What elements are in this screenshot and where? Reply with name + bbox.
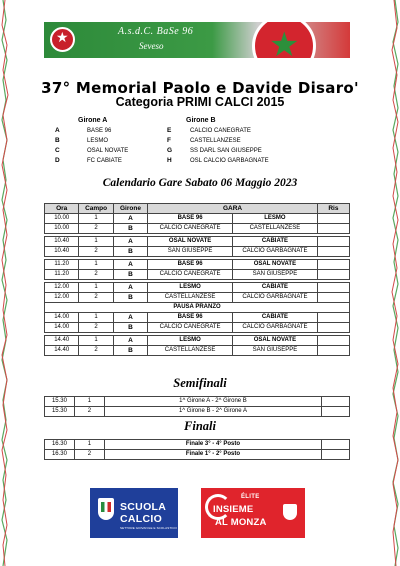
semifinal-row: [45, 397, 350, 407]
match-away-team: CALCIO GARBAGNATE: [233, 247, 318, 257]
group-a-team: C OSAL NOVATE: [55, 147, 129, 154]
semifinal-row: [45, 407, 350, 417]
match-time: 11.20: [45, 270, 79, 280]
match-result: [322, 440, 350, 450]
match-away-team: CABIATE: [233, 313, 318, 323]
match-result: [317, 270, 349, 280]
match-group: B: [113, 346, 147, 356]
match-result: [322, 397, 350, 407]
match-time: 16.30: [45, 440, 75, 450]
match-home-team: SAN GIUSEPPE: [148, 247, 233, 257]
match-field: 1: [79, 283, 113, 293]
scuola-line1: SCUOLA: [120, 501, 167, 513]
match-time: 10.00: [45, 224, 79, 234]
semifinals-table: [44, 396, 350, 417]
match-result: [322, 450, 350, 460]
group-b-team: E CALCIO CANEGRATE: [167, 127, 251, 134]
match-group: B: [113, 323, 147, 333]
match-row: [45, 283, 350, 293]
match-row: [45, 323, 350, 333]
match-away-team: CALCIO GARBAGNATE: [233, 293, 318, 303]
col-header-gara: GARA: [148, 204, 318, 214]
match-time: 10.00: [45, 214, 79, 224]
match-home-team: BASE 96: [148, 260, 233, 270]
match-time: 11.20: [45, 260, 79, 270]
club-name: A.s.d.C. BaSe 96: [118, 26, 194, 37]
match-row: [45, 247, 350, 257]
match-field: 1: [79, 214, 113, 224]
col-header-girone: Girone: [113, 204, 147, 214]
match-away-team: CALCIO GARBAGNATE: [233, 323, 318, 333]
match-field: 2: [79, 293, 113, 303]
scuola-line3: SETTORE GIOVANILE E SCOLASTICO: [120, 526, 177, 530]
match-group: A: [113, 237, 147, 247]
match-field: 1: [74, 440, 104, 450]
club-logo: [50, 27, 75, 52]
match-result: [317, 283, 349, 293]
match-row: [45, 270, 350, 280]
pause-row: [45, 303, 350, 313]
scuola-line2: CALCIO: [120, 513, 163, 525]
monza-shield-icon: [283, 504, 297, 520]
match-home-team: CALCIO CANEGRATE: [148, 270, 233, 280]
match-group: A: [113, 336, 147, 346]
elite-line2: INSIEME: [213, 504, 254, 515]
match-away-team: SAN GIUSEPPE: [233, 270, 318, 280]
semifinals-body: [45, 397, 350, 417]
finals-body: [45, 440, 350, 460]
match-time: 15.30: [45, 407, 75, 417]
match-away-team: CASTELLANZESE: [233, 224, 318, 234]
match-field: 2: [79, 270, 113, 280]
col-header-campo: Campo: [79, 204, 113, 214]
match-row: [45, 293, 350, 303]
scuola-calcio-logo: [90, 488, 178, 538]
match-group: B: [113, 224, 147, 234]
match-home-team: BASE 96: [148, 214, 233, 224]
match-field: 1: [74, 397, 104, 407]
match-home-team: CALCIO CANEGRATE: [148, 224, 233, 234]
group-b-team: G SS DARL SAN GIUSEPPE: [167, 147, 262, 154]
group-a-team: D FC CABIATE: [55, 157, 122, 164]
match-result: [317, 214, 349, 224]
match-field: 2: [74, 407, 104, 417]
final-row: [45, 440, 350, 450]
match-away-team: CABIATE: [233, 283, 318, 293]
match-home-team: LESMO: [148, 283, 233, 293]
match-field: 2: [74, 450, 104, 460]
match-away-team: SAN GIUSEPPE: [233, 346, 318, 356]
match-result: [317, 260, 349, 270]
elite-monza-logo: [201, 488, 305, 538]
club-crest: [252, 22, 316, 58]
schedule-header-row: [45, 204, 350, 214]
match-field: 1: [79, 336, 113, 346]
match-home-team: LESMO: [148, 336, 233, 346]
match-time: 14.00: [45, 323, 79, 333]
group-b-title: Girone B: [186, 117, 216, 124]
col-header-ora: Ora: [45, 204, 79, 214]
match-pairing: Finale 1° - 2° Posto: [104, 450, 321, 460]
match-pairing: 1^ Girone B - 2^ Girone A: [104, 407, 321, 417]
match-field: 1: [79, 313, 113, 323]
club-town: Seveso: [139, 41, 164, 51]
figc-emblem-icon: [98, 498, 114, 520]
group-b-team: F CASTELLANZESE: [167, 137, 241, 144]
match-field: 2: [79, 346, 113, 356]
match-away-team: OSAL NOVATE: [233, 336, 318, 346]
match-home-team: CASTELLANZESE: [148, 293, 233, 303]
group-a-team: B LESMO: [55, 137, 109, 144]
match-time: 15.30: [45, 397, 75, 407]
group-a-title: Girone A: [78, 117, 108, 124]
pause-label: PAUSA PRANZO: [45, 303, 350, 313]
match-time: 14.40: [45, 336, 79, 346]
group-a-team: A BASE 96: [55, 127, 112, 134]
match-result: [317, 313, 349, 323]
match-field: 1: [79, 260, 113, 270]
match-home-team: CALCIO CANEGRATE: [148, 323, 233, 333]
match-row: [45, 214, 350, 224]
match-time: 12.00: [45, 283, 79, 293]
match-result: [322, 407, 350, 417]
match-group: B: [113, 270, 147, 280]
match-group: A: [113, 260, 147, 270]
schedule-body: [45, 214, 350, 356]
match-away-team: LESMO: [233, 214, 318, 224]
final-row: [45, 450, 350, 460]
match-group: A: [113, 283, 147, 293]
match-home-team: CASTELLANZESE: [148, 346, 233, 356]
match-group: B: [113, 247, 147, 257]
match-field: 2: [79, 247, 113, 257]
match-home-team: BASE 96: [148, 313, 233, 323]
match-time: 14.40: [45, 346, 79, 356]
match-result: [317, 237, 349, 247]
match-group: A: [113, 214, 147, 224]
match-row: [45, 260, 350, 270]
semifinals-title: Semifinali: [173, 376, 227, 390]
group-b-team: H OSL CALCIO GARBAGNATE: [167, 157, 269, 164]
match-field: 1: [79, 237, 113, 247]
match-result: [317, 346, 349, 356]
match-time: 14.00: [45, 313, 79, 323]
match-result: [317, 293, 349, 303]
match-row: [45, 336, 350, 346]
finals-title: Finali: [184, 419, 216, 433]
match-group: B: [113, 293, 147, 303]
match-time: 10.40: [45, 237, 79, 247]
match-result: [317, 336, 349, 346]
match-time: 12.00: [45, 293, 79, 303]
match-row: [45, 346, 350, 356]
page-subtitle: Categoria PRIMI CALCI 2015: [115, 95, 285, 109]
match-field: 2: [79, 323, 113, 333]
match-pairing: Finale 3° - 4° Posto: [104, 440, 321, 450]
page-title: 37° Memorial Paolo e Davide Disaro': [41, 79, 359, 97]
match-time: 10.40: [45, 247, 79, 257]
match-time: 16.30: [45, 450, 75, 460]
match-home-team: OSAL NOVATE: [148, 237, 233, 247]
match-row: [45, 313, 350, 323]
match-pairing: 1^ Girone A - 2^ Girone B: [104, 397, 321, 407]
match-group: A: [113, 313, 147, 323]
match-result: [317, 323, 349, 333]
match-row: [45, 224, 350, 234]
match-row: [45, 237, 350, 247]
match-result: [317, 247, 349, 257]
club-header-banner: [44, 22, 350, 58]
match-away-team: CABIATE: [233, 237, 318, 247]
elite-line3: AL MONZA: [215, 517, 267, 528]
finals-table: [44, 439, 350, 460]
elite-line1: ÉLITE: [241, 494, 260, 500]
schedule-table: [44, 203, 350, 356]
calendar-title: Calendario Gare Sabato 06 Maggio 2023: [102, 177, 298, 189]
match-field: 2: [79, 224, 113, 234]
col-header-ris: Ris: [317, 204, 349, 214]
match-away-team: OSAL NOVATE: [233, 260, 318, 270]
match-result: [317, 224, 349, 234]
